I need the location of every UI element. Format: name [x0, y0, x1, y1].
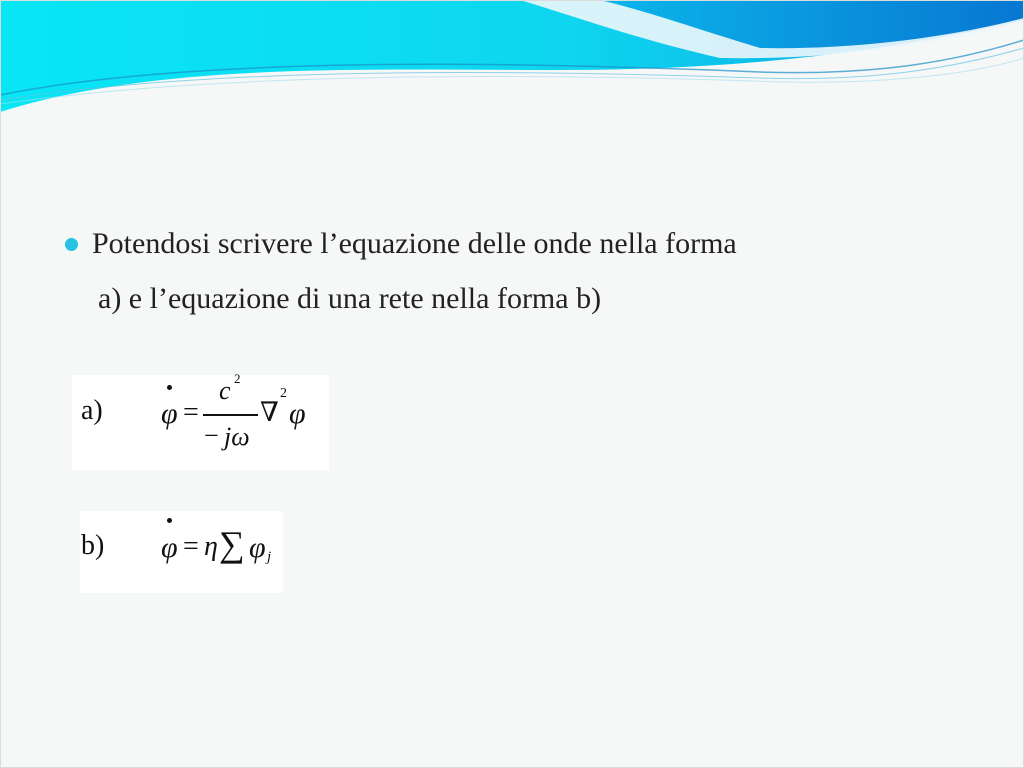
equation-a-denominator-minus: − [204, 421, 219, 450]
equation-b-sum: ∑ [219, 524, 245, 564]
equation-a-numerator: c [219, 376, 231, 405]
bullet-text-block [62, 224, 962, 319]
bullet-line-1: Potendosi scrivere l’equazione delle onde nella forma [92, 227, 737, 260]
equation-b [80, 511, 283, 593]
equation-b-rhs: φ [249, 531, 266, 564]
bullet-line-2: a) e l’equazione di una rete nella forma b) [98, 282, 602, 315]
equation-a-rhs: φ [289, 397, 306, 430]
time-derivative-dot [167, 385, 172, 390]
time-derivative-dot [167, 518, 172, 523]
wave-header-decoration [0, 0, 1024, 130]
fraction-line [203, 414, 258, 416]
equation-a-denominator: jω [224, 422, 250, 451]
equation-a-label: a) [81, 395, 103, 426]
bullet-dot-icon [65, 238, 78, 251]
bullet-item [62, 224, 962, 264]
equation-b-eta: η [204, 531, 218, 562]
equation-b-rhs-subscript: j [267, 549, 272, 565]
equation-a-numerator-exponent: 2 [234, 371, 241, 386]
equation-b-equals: = [183, 531, 199, 562]
equation-a-nabla: ∇ [260, 397, 279, 427]
equation-a-lhs: φ [161, 397, 178, 430]
equation-b-lhs: φ [161, 531, 178, 564]
equation-a [72, 371, 329, 470]
equation-b-label: b) [81, 530, 105, 561]
equation-a-equals: = [183, 397, 199, 428]
equation-a-nabla-exponent: 2 [280, 386, 287, 401]
